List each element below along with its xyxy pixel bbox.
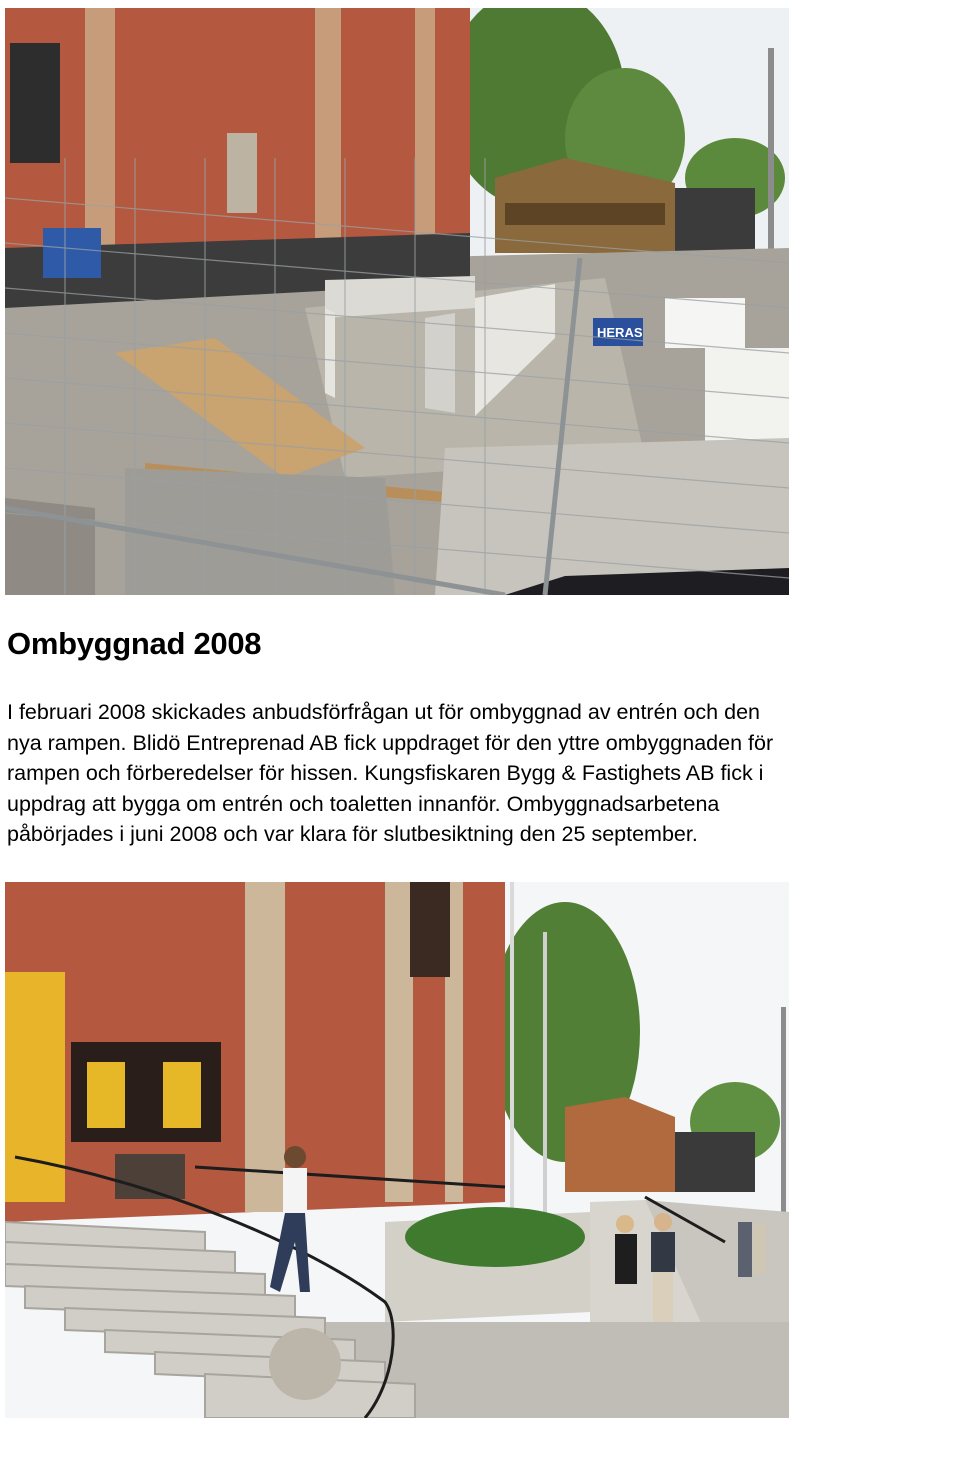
paragraph-line: uppdrag att bygga om entrén och toaletten innanför. Ombyggnadsarbetena	[7, 791, 720, 816]
construction-site-photo	[5, 8, 789, 595]
paragraph-line: nya rampen. Blidö Entreprenad AB fick uppdraget för den yttre ombyggnaden för	[7, 730, 774, 755]
finished-entrance-image	[5, 882, 789, 1418]
heras-sign: HERAS	[597, 325, 643, 340]
body-paragraph	[7, 697, 957, 850]
construction-site-image	[5, 8, 789, 595]
paragraph-line: påbörjades i juni 2008 och var klara för slutbesiktning den 25 september.	[7, 822, 698, 846]
paragraph-line: rampen och förberedelser för hissen. Kungsfiskaren Bygg & Fastighets AB fick i	[7, 761, 764, 785]
section-heading: Ombyggnad 2008	[7, 626, 262, 661]
paragraph-line: I februari 2008 skickades anbudsförfrågan ut för ombyggnad av entrén och den	[7, 700, 760, 724]
finished-entrance-photo	[5, 882, 789, 1418]
